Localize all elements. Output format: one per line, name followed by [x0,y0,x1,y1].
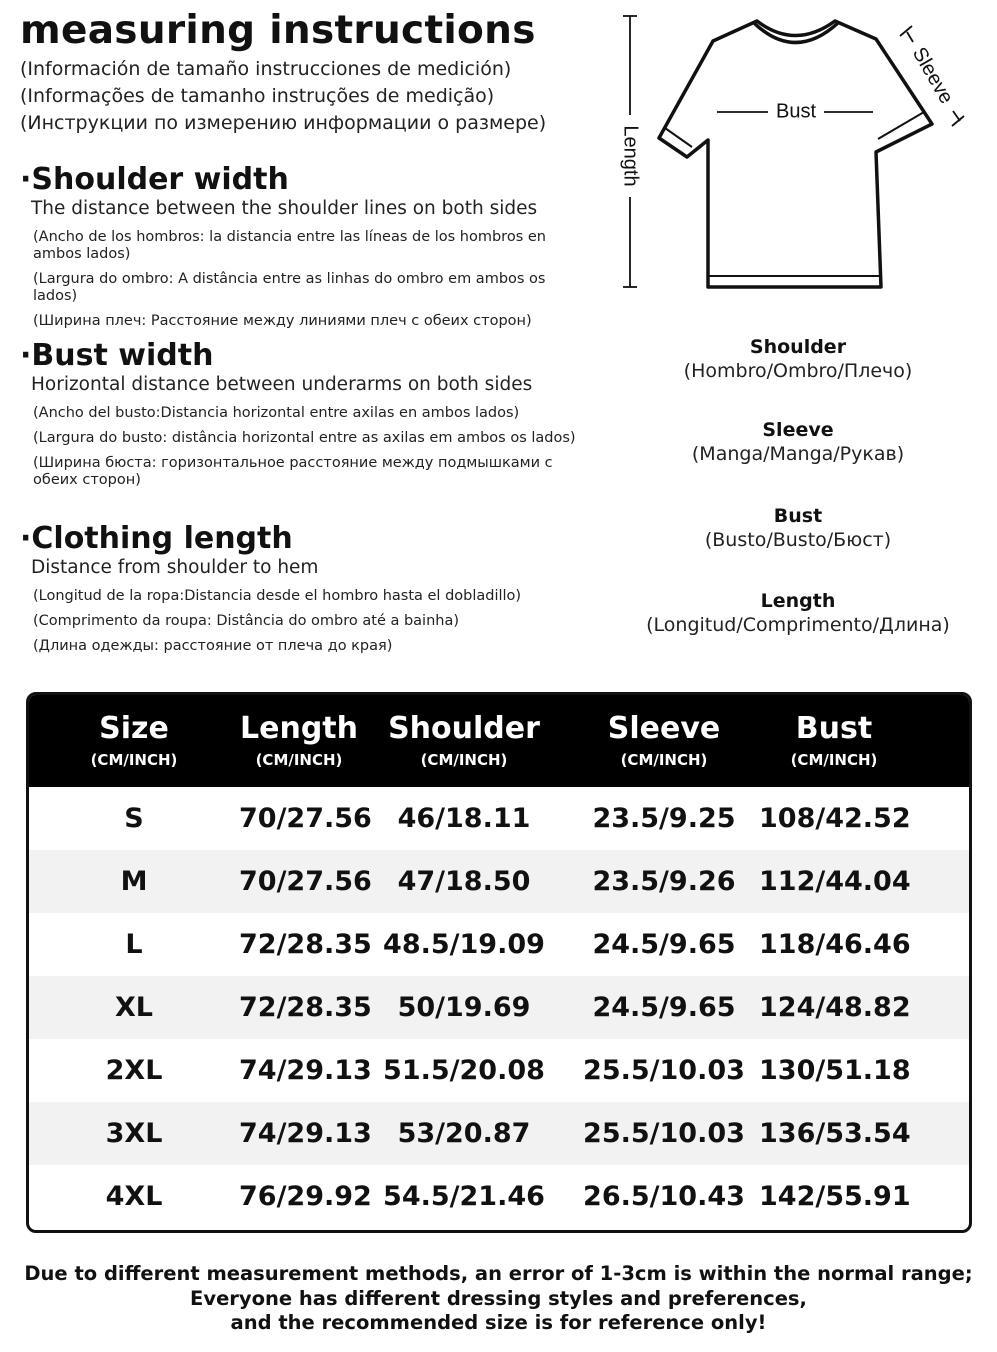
cell-size: M [120,866,148,897]
header-size [29,695,239,787]
shoulder-width-notes [20,229,580,330]
cell-length: 74/29.13 [239,1118,372,1149]
cell-size: L [125,929,143,960]
cell-sleeve: 23.5/9.26 [592,866,736,897]
disclaimer-line: Everyone has different dressing styles and preferences, [190,1286,807,1310]
shoulder-width-section [20,163,580,330]
subtitle-ru: (Инструкции по измерению информации о размере) [20,112,547,134]
cell-shoulder: 53/20.87 [397,1118,531,1149]
table-row [29,1039,969,1102]
cell-length: 72/28.35 [239,929,372,960]
clothing-length-description: Distance from shoulder to hem [31,557,319,578]
clothing-length-notes [20,588,580,655]
subtitle-translations [20,56,546,137]
cell-shoulder: 54.5/21.46 [383,1181,545,1212]
header-unit: (CM/INCH) [255,750,343,769]
legend-sleeve [620,418,976,466]
header-unit: (CM/INCH) [620,750,708,769]
table-row [29,976,969,1039]
table-row [29,1165,969,1228]
subtitle-es: (Información de tamaño instrucciones de medición) [20,58,512,80]
cell-bust: 118/46.46 [759,929,911,960]
header-label: Bust [795,710,873,746]
shoulder-width-description: The distance between the shoulder lines on both sides [31,198,538,219]
bust-label: Bust [775,100,817,123]
note-ru: (Длина одежды: расстояние от плеча до края) [33,638,393,654]
legend-translation: (Manga/Manga/Рукав) [691,443,905,465]
cell-size: XL [114,992,154,1023]
cell-shoulder: 50/19.69 [397,992,531,1023]
note-ru: (Ширина бюста: горизонтальное расстояние между подмышками с обеих сторон) [33,455,553,488]
cell-sleeve: 24.5/9.65 [592,992,736,1023]
header-label: Shoulder [388,710,540,746]
header-sleeve [569,695,759,787]
size-chart-table [26,692,972,1233]
cell-bust: 130/51.18 [759,1055,911,1086]
tshirt-measurement-diagram [610,0,997,300]
cell-bust: 108/42.52 [759,803,911,834]
subtitle-pt: (Informações de tamanho instruções de medição) [20,85,495,107]
page-title: measuring instructions [20,8,536,53]
bust-width-section [20,339,580,489]
disclaimer-line: and the recommended size is for reference only! [230,1311,767,1334]
note-es: (Ancho del busto:Distancia horizontal entre axilas en ambos lados) [33,405,520,421]
cell-size: 4XL [105,1181,163,1212]
cell-bust: 136/53.54 [759,1118,911,1149]
legend-title: Shoulder [749,336,847,358]
cell-size: 2XL [105,1055,163,1086]
table-row [29,1102,969,1165]
header-length [239,695,359,787]
disclaimer-footer [0,1262,997,1336]
cell-shoulder: 48.5/19.09 [383,929,545,960]
note-pt: (Largura do ombro: A distância entre as linhas do ombro em ambos os lados) [33,271,546,304]
disclaimer-line: Due to different measurement methods, an error of 1-3cm is within the normal range; [24,1262,973,1285]
note-es: (Ancho de los hombros: la distancia entre las líneas de los hombros en ambos lados) [33,229,546,262]
note-pt: (Comprimento da roupa: Distância do ombro até a bainha) [33,613,460,629]
cell-shoulder: 46/18.11 [397,803,531,834]
tshirt-outline-icon [659,21,932,287]
bust-width-description: Horizontal distance between underarms on both sides [31,374,533,395]
cell-sleeve: 25.5/10.03 [583,1118,745,1149]
table-row [29,913,969,976]
cell-length: 70/27.56 [239,803,372,834]
cell-length: 72/28.35 [239,992,372,1023]
header-unit: (CM/INCH) [790,750,878,769]
header-shoulder [359,695,569,787]
cell-size: S [124,803,144,834]
cell-bust: 142/55.91 [759,1181,911,1212]
header-unit: (CM/INCH) [90,750,178,769]
tshirt-cuff-right-icon [878,112,924,139]
cell-shoulder: 51.5/20.08 [383,1055,545,1086]
header-label: Sleeve [607,710,721,746]
legend-title: Length [760,590,836,612]
bust-width-heading: ·Bust width [20,338,214,373]
note-ru: (Ширина плеч: Расстояние между линиями плеч с обеих сторон) [33,313,532,329]
bust-width-notes [20,405,580,489]
cell-length: 76/29.92 [239,1181,372,1212]
cell-sleeve: 26.5/10.43 [583,1181,745,1212]
cell-sleeve: 23.5/9.25 [592,803,736,834]
cell-shoulder: 47/18.50 [397,866,531,897]
table-header [29,695,969,787]
cell-bust: 112/44.04 [759,866,911,897]
cell-sleeve: 25.5/10.03 [583,1055,745,1086]
cell-length: 74/29.13 [239,1055,372,1086]
clothing-length-heading: ·Clothing length [20,521,293,556]
header-label: Size [99,710,169,746]
legend-title: Bust [773,505,823,527]
legend-translation: (Hombro/Ombro/Плечо) [683,360,913,382]
cell-length: 70/27.56 [239,866,372,897]
cell-bust: 124/48.82 [759,992,911,1023]
legend-bust [620,504,976,552]
table-row [29,787,969,850]
legend-title: Sleeve [762,419,834,441]
legend-length [620,589,976,637]
header-label: Length [240,710,358,746]
sleeve-label: Sleeve [907,43,958,108]
legend-shoulder [620,335,976,383]
header-unit: (CM/INCH) [420,750,508,769]
legend-translation: (Longitud/Comprimento/Длина) [646,614,950,636]
legend-translation: (Busto/Busto/Бюст) [704,529,892,551]
cell-size: 3XL [105,1118,163,1149]
cell-sleeve: 24.5/9.65 [592,929,736,960]
length-label: Length [619,125,642,187]
note-pt: (Largura do busto: distância horizontal entre as axilas em ambos os lados) [33,430,576,446]
note-es: (Longitud de la ropa:Distancia desde el hombro hasta el dobladillo) [33,588,522,604]
header-bust [759,695,909,787]
table-row [29,850,969,913]
clothing-length-section [20,522,580,655]
shoulder-width-heading: ·Shoulder width [20,162,289,197]
